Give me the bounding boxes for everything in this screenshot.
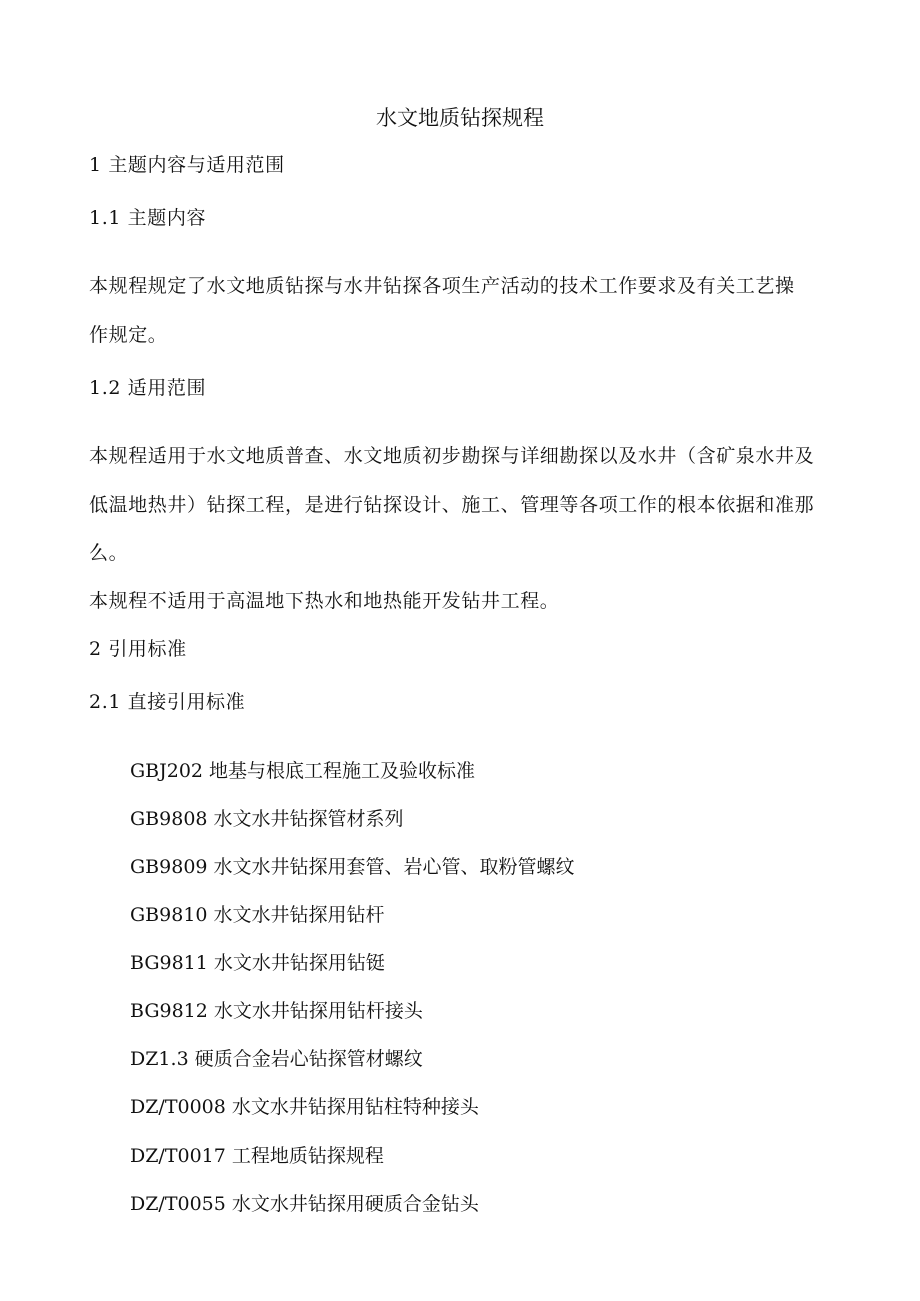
section-1-2-paragraph-line-2: 低温地热井）钻探工程，是进行钻探设计、施工、管理等各项工作的根本依据和准那: [89, 494, 815, 516]
section-1-2-heading: 1.2 适用范围: [89, 377, 207, 399]
reference-item: GB9810 水文水井钻探用钻杆: [130, 904, 385, 926]
reference-item: DZ1.3 硬质合金岩心钻探管材螺纹: [130, 1048, 423, 1070]
section-1-1-heading: 1.1 主题内容: [89, 207, 207, 229]
section-1-2-paragraph-line-1: 本规程适用于水文地质普查、水文地质初步勘探与详细勘探以及水井（含矿泉水井及: [89, 445, 815, 467]
reference-item: GB9809 水文水井钻探用套管、岩心管、取粉管螺纹: [130, 856, 575, 878]
reference-item: BG9811 水文水井钻探用钻铤: [130, 952, 385, 974]
reference-item: GBJ202 地基与根底工程施工及验收标准: [130, 760, 476, 782]
section-1-heading: 1 主题内容与适用范围: [89, 154, 285, 176]
section-2-1-heading: 2.1 直接引用标准: [89, 691, 246, 713]
section-1-2-paragraph-2: 本规程不适用于高温地下热水和地热能开发钻井工程。: [89, 590, 560, 612]
reference-item: BG9812 水文水井钻探用钻杆接头: [130, 1000, 423, 1022]
document-title: 水文地质钻探规程: [376, 106, 544, 130]
section-1-1-paragraph-line-2: 作规定。: [89, 324, 168, 346]
section-1-2-paragraph-line-3: 么。: [89, 542, 129, 564]
reference-item: DZ/T0008 水文水井钻探用钻柱特种接头: [130, 1096, 479, 1118]
reference-item: GB9808 水文水井钻探管材系列: [130, 808, 404, 830]
section-1-1-paragraph-line-1: 本规程规定了水文地质钻探与水井钻探各项生产活动的技术工作要求及有关工艺操: [89, 275, 795, 297]
reference-item: DZ/T0017 工程地质钻探规程: [130, 1145, 384, 1167]
section-2-heading: 2 引用标准: [89, 638, 187, 660]
reference-item: DZ/T0055 水文水井钻探用硬质合金钻头: [130, 1193, 479, 1215]
